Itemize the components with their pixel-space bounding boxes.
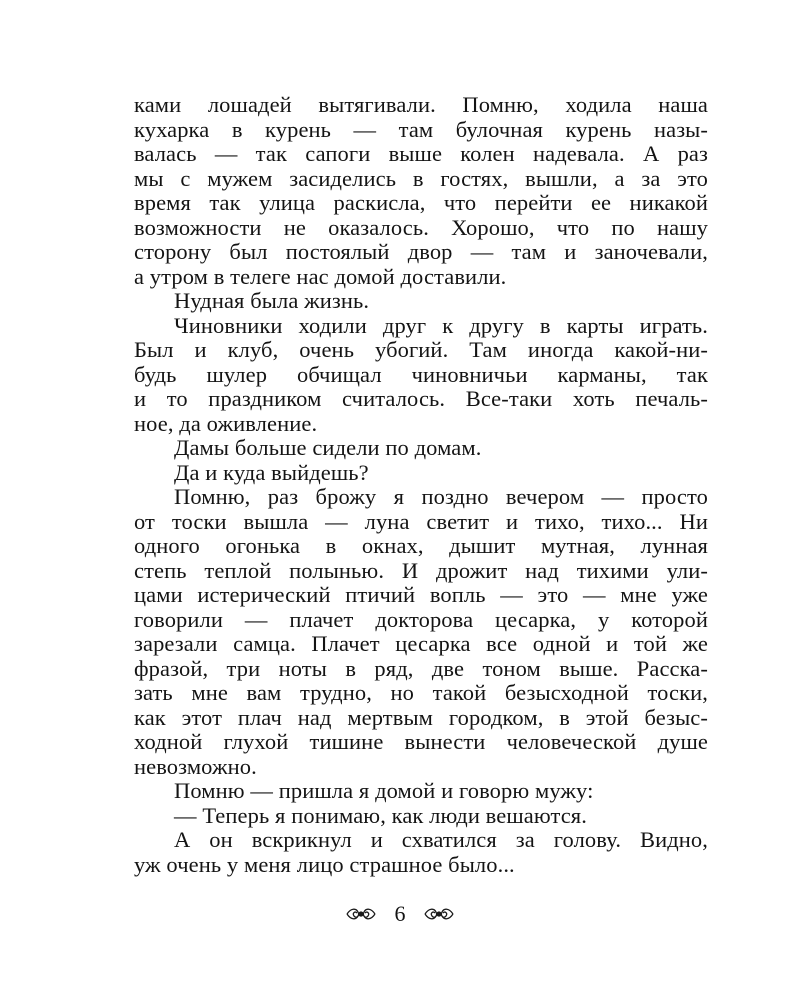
page-text: [134, 93, 708, 877]
text-line: Был и клуб, очень убогий. Там иногда какой-ни-: [134, 337, 708, 362]
text-line: ное, да оживление.: [134, 410, 318, 436]
text-line: время так улица раскисла, что перейти ее никакой: [134, 190, 708, 215]
text-line: зарезали самца. Плачет цесарка все одной и той же: [134, 631, 708, 656]
text-line: степь теплой полынью. И дрожит над тихими ули-: [134, 557, 708, 583]
text-line: Помню, раз брожу я поздно вечером — просто: [174, 484, 708, 509]
text-line: невозможно.: [134, 753, 257, 779]
text-line: ками лошадей вытягивали. Помню, ходила наша: [134, 92, 708, 117]
text-line: Дамы больше сидели по домам.: [174, 435, 482, 460]
ornament-left-icon: [345, 904, 377, 924]
text-line: Помню — пришла я домой и говорю мужу:: [174, 778, 594, 803]
text-line: одного огонька в окнах, дышит мутная, лунная: [134, 533, 708, 558]
text-line: цами истерический птичий вопль — это — мне уже: [134, 582, 708, 607]
text-line: говорили — плачет докторова цесарка, у которой: [134, 606, 708, 632]
text-line: А он вскрикнул и схватился за голову. Видно,: [174, 827, 708, 852]
page-footer: [0, 897, 800, 929]
text-line: как этот плач над мертвым городком, в этой безыс-: [134, 704, 708, 730]
ornament-right-icon: [423, 904, 455, 924]
page-number: 6: [394, 900, 406, 926]
text-line: от тоски вышла — луна светит и тихо, тихо... Ни: [134, 508, 708, 534]
text-line: уж очень у меня лицо страшное было...: [134, 851, 515, 877]
text-line: возможности не оказалось. Хорошо, что по нашу: [134, 214, 708, 240]
text-line: а утром в телеге нас домой доставили.: [134, 263, 507, 289]
text-line: кухарка в курень — там булочная курень назы-: [134, 116, 708, 142]
text-line: Нудная была жизнь.: [174, 288, 370, 313]
text-line: будь шулер обчищал чиновничьи карманы, так: [134, 361, 708, 387]
text-line: фразой, три ноты в ряд, две тоном выше. Расска-: [134, 655, 708, 681]
text-line: Чиновники ходили друг к другу в карты играть.: [174, 312, 708, 338]
text-line: сторону был постоялый двор — там и заночевали,: [134, 239, 708, 264]
text-line: мы с мужем засиделись в гостях, вышли, а за это: [134, 165, 708, 191]
text-line: валась — так сапоги выше колен надевала. А раз: [134, 141, 708, 166]
text-line: зать мне вам трудно, но такой безысходной тоски,: [134, 680, 708, 705]
text-line: — Теперь я понимаю, как люди вешаются.: [174, 802, 587, 828]
text-line: Да и куда выйдешь?: [174, 459, 369, 485]
text-line: и то праздником считалось. Все-таки хоть печаль-: [134, 386, 708, 411]
text-line: ходной глухой тишине вынести человеческой душе: [134, 729, 708, 754]
